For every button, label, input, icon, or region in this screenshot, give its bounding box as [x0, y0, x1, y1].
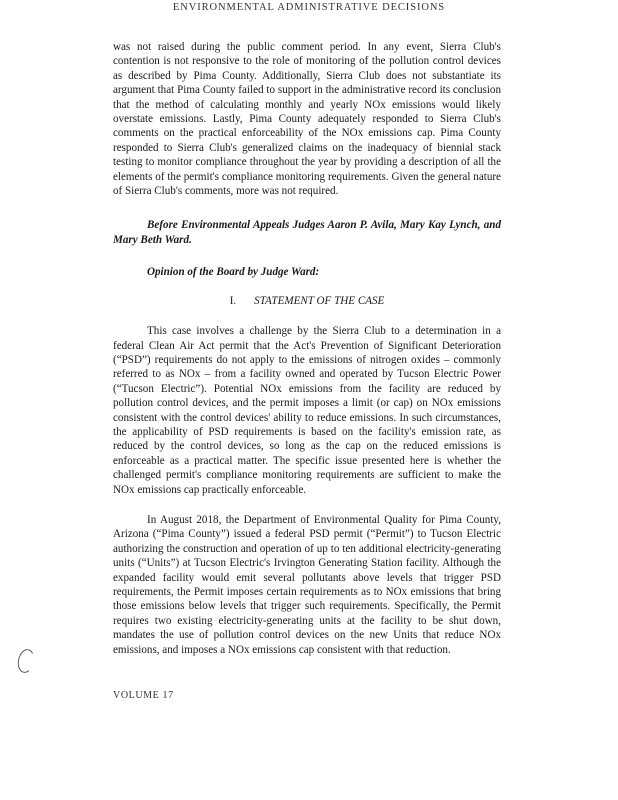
paragraph-continued: was not raised during the public comment period. In any event, Sierra Club's contention is not responsive to the role of monitoring of the pollution control devices as described by Pima County. Additionally, Sierra Club does not substantiate its argument that Pima County failed to support in the administrative record its conclusion that the method of calculating monthly and yearly NOx emissions would likely overstate emissions. Lastly, Pima County adequately responded to Sierra Club's comments on the practical enforceability of the NOx emissions cap. Pima County responded to Sierra Club's generalized claims on the inadequacy of biennial stack testing to monitor compliance throughout the year by providing a description of all the elements of the permit's compliance monitoring requirements. Given the general nature of Sierra Club's comments, more was not required.	[113, 41, 501, 198]
page-body	[113, 40, 501, 657]
section-heading	[113, 294, 501, 308]
section-title: STATEMENT OF THE CASE	[254, 294, 385, 307]
scan-artifact-mark	[16, 648, 37, 675]
paragraph-background: In August 2018, the Department of Environmental Quality for Pima County, Arizona (“Pima County”) issued a federal PSD permit (“Permit”) to Tucson Electric authorizing the construction and operation of up to ten additional electricity-generating units (“Units”) at Tucson Electric's Irvington Generating Station facility. Although the expanded facility would emit several pollutants above levels that trigger PSD requirements, the Permit imposes certain requirements as to NOx emissions that bring those emissions below levels that trigger such requirements. Specifically, the Permit requires two existing electricity-generating units at the facility to be shut down, mandates the use of pollution control devices on the new Units that reduce NOx emissions, and imposes a NOx emissions cap consistent with that reduction.	[113, 513, 501, 656]
opinion-line: Opinion of the Board by Judge Ward:	[147, 266, 320, 279]
section-number: I.	[229, 294, 237, 307]
judges-line: Before Environmental Appeals Judges Aaron P. Avila, Mary Kay Lynch, and Mary Beth Ward.	[113, 219, 501, 246]
running-header: ENVIRONMENTAL ADMINISTRATIVE DECISIONS	[172, 2, 446, 13]
paragraph-case-intro: This case involves a challenge by the Sierra Club to a determination in a federal Clean Air Act permit that the Act's Prevention of Significant Deterioration (“PSD”) requirements do not apply to the emissions of nitrogen oxides – commonly referred to as NOx – from a facility owned and operated by Tucson Electric Power (“Tucson Electric”). Potential NOx emissions from the facility are reduced by pollution control devices, and the permit imposes a limit (or cap) on NOx emissions consistent with the control devices' ability to reduce emissions. In such circumstances, the applicability of PSD requirements is based on the facility's emission rate, as reduced by the control devices, so long as the cap on the reduced emissions is enforceable as a practical matter. The specific issue presented here is whether the challenged permit's compliance monitoring requirements are sufficient to make the NOx emissions cap practically enforceable.	[113, 325, 501, 496]
volume-footer: VOLUME 17	[113, 690, 174, 701]
